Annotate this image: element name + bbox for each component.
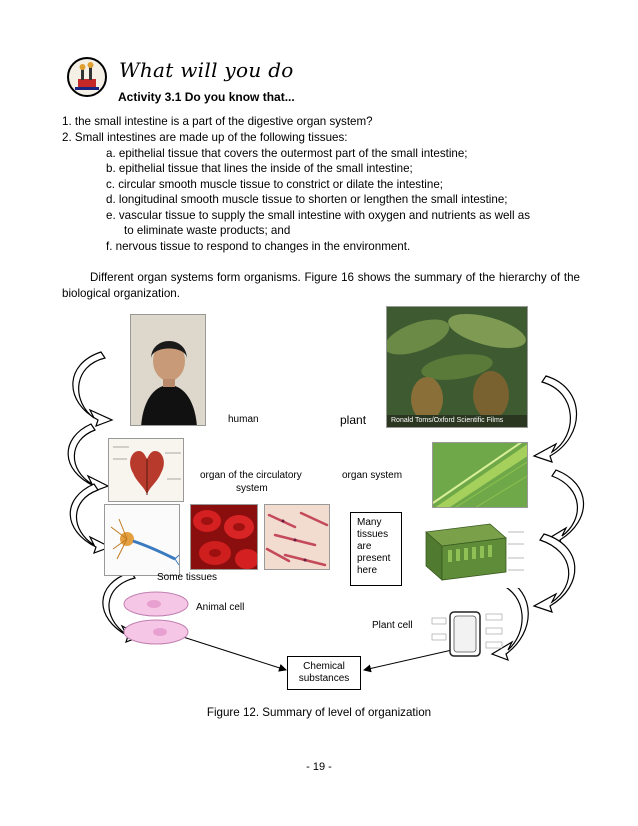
sub-list-item: d. longitudinal smooth muscle tissue to shorten or lengthen the small intestine; bbox=[106, 193, 508, 206]
animal-cell-image bbox=[122, 590, 190, 646]
box-line: tissues bbox=[357, 529, 389, 540]
page-number: - 19 - bbox=[306, 761, 332, 773]
box-line: Chemical bbox=[303, 661, 345, 672]
photo-credit: Ronald Toms/Oxford Scientific Films bbox=[391, 417, 504, 424]
label-some-tissues: Some tissues bbox=[157, 572, 218, 583]
label-organ-circulatory-2: system bbox=[236, 483, 268, 494]
sub-list-item: b. epithelial tissue that lines the inside of the small intestine; bbox=[106, 162, 413, 175]
nerve-cell-image bbox=[104, 504, 180, 576]
label-human: human bbox=[228, 414, 259, 425]
sub-list-item: e. vascular tissue to supply the small intestine with oxygen and nutrients as well as bbox=[106, 209, 531, 222]
chemical-substances-box bbox=[287, 656, 361, 690]
box-line: Many bbox=[357, 517, 382, 528]
muscle-tissue-photo bbox=[264, 504, 330, 570]
activity-heading: Activity 3.1 Do you know that... bbox=[118, 90, 295, 104]
label-animal-cell: Animal cell bbox=[196, 602, 245, 613]
figure-caption: Figure 12. Summary of level of organization bbox=[206, 706, 432, 719]
circulatory-system-image bbox=[108, 438, 184, 502]
many-tissues-box bbox=[350, 512, 402, 586]
list-item: 2. Small intestines are made up of the following tissues: bbox=[62, 131, 348, 144]
red-blood-cells-photo bbox=[190, 504, 258, 570]
sub-list-item-continued: to eliminate waste products; and bbox=[124, 224, 291, 237]
sub-list-item: f. nervous tissue to respond to changes in the environment. bbox=[106, 240, 411, 253]
section-title: What will you do bbox=[119, 58, 294, 82]
human-photo bbox=[130, 314, 206, 426]
box-line: substances bbox=[298, 673, 350, 684]
list-item: 1. the small intestine is a part of the digestive organ system? bbox=[62, 115, 373, 128]
sub-list-item: c. circular smooth muscle tissue to constrict or dilate the intestine; bbox=[106, 178, 443, 191]
box-line: are bbox=[357, 541, 372, 552]
label-plant: plant bbox=[340, 413, 367, 427]
body-paragraph: Different organ systems form organisms. Figure 16 shows the summary of the hierarchy of the biological organization. bbox=[62, 271, 580, 300]
label-organ-system: organ system bbox=[342, 470, 403, 481]
sub-list-item: a. epithelial tissue that covers the outermost part of the small intestine; bbox=[106, 147, 468, 160]
plant-cell-image bbox=[430, 606, 506, 662]
plant-photo bbox=[386, 306, 528, 428]
box-line: present bbox=[357, 553, 391, 564]
leaf-photo bbox=[432, 442, 528, 508]
label-plant-cell: Plant cell bbox=[372, 620, 413, 631]
box-line: here bbox=[357, 565, 378, 576]
label-organ-circulatory: organ of the circulatory bbox=[200, 470, 302, 481]
leaf-cross-section-image bbox=[420, 518, 528, 588]
